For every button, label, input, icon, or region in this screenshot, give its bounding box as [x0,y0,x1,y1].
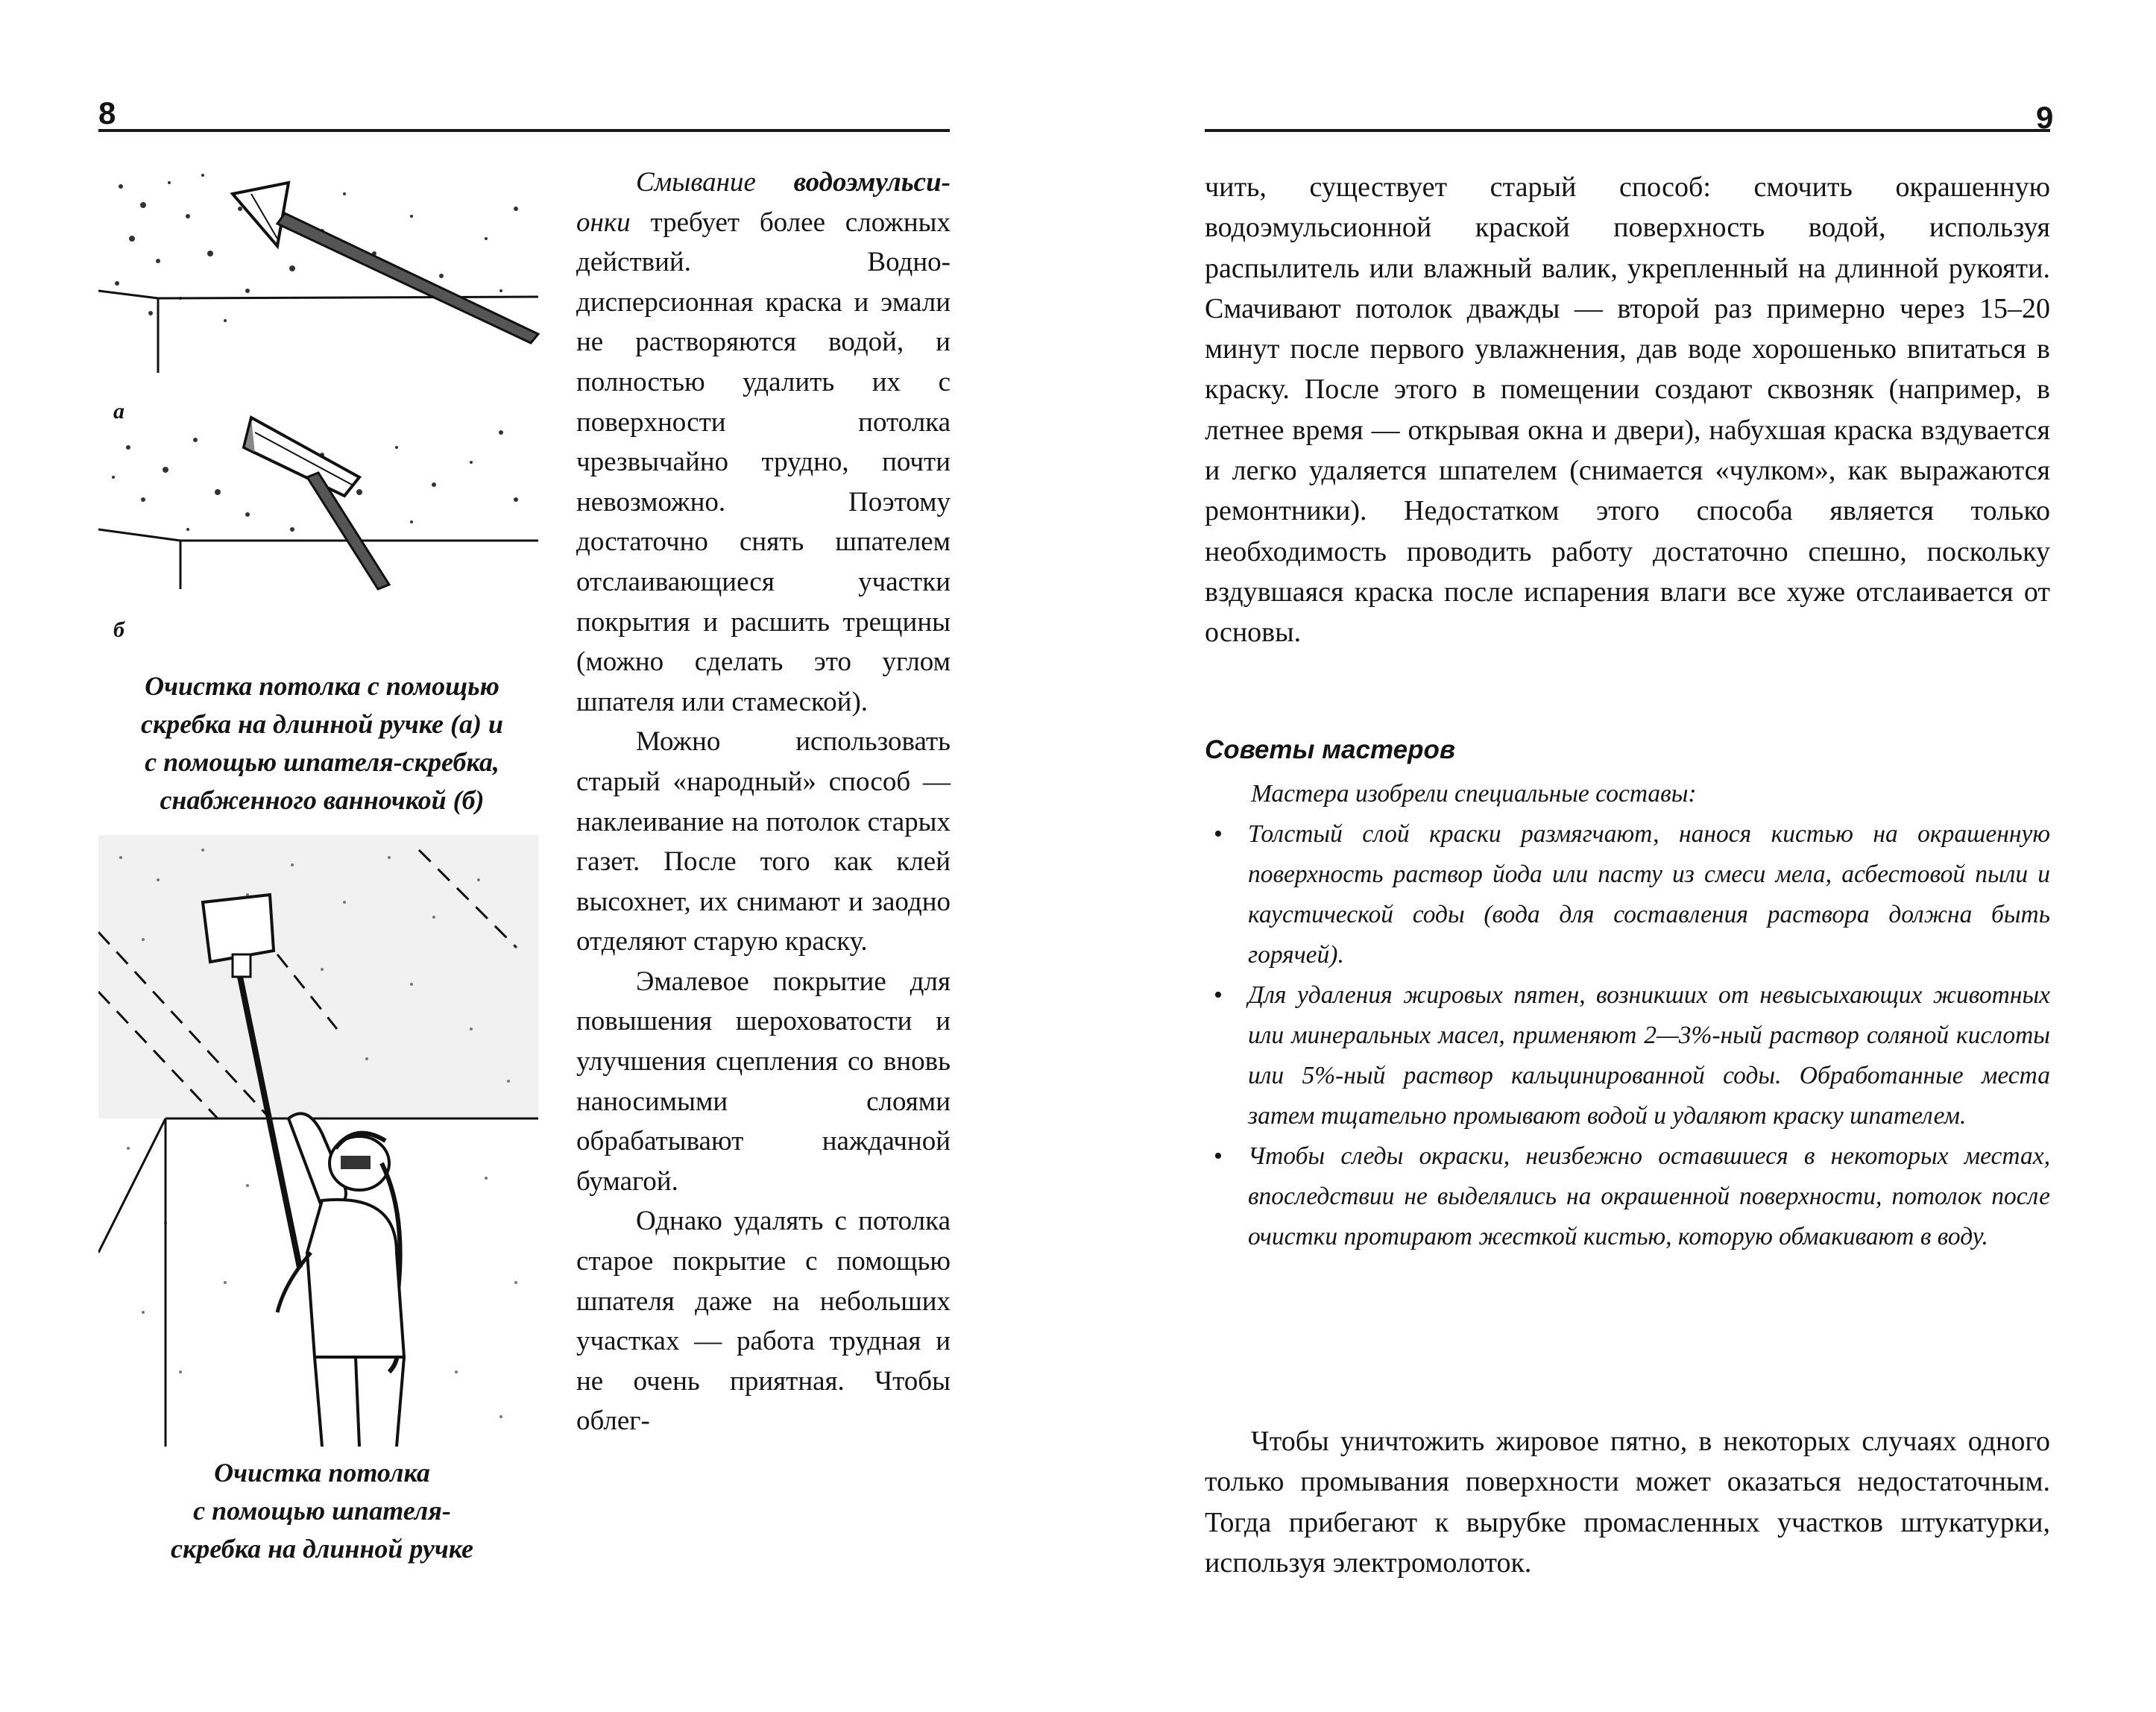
caption-line: снабженного ванночкой (б) [160,785,485,815]
scraper-illustration-b [98,403,546,597]
tips-heading: Советы мастеров [1205,735,1455,764]
paragraph: Чтобы уничтожить жировое пятно, в некоторых случаях одного только промывания поверхности может оказаться недостаточным. Тогда прибегают к вырубке промасленных участков штукатурки, используя электромолоток. [1205,1426,2050,1579]
italic-lead: Смывание [636,167,756,198]
caption-line: скребка на длинной ручке [171,1534,473,1564]
bullet-icon: • [1214,981,1223,1009]
figure-label-b: б [113,617,124,642]
list-item [1205,814,2050,975]
paragraph-body: требует более сложных действий. Водно-дисперсионная краска и эмали не растворяются водой, и полностью удалить их с поверхности потолка чрезвычайно трудно, почти невозможно. Поэтому достаточно снять шпателем отслаивающиеся участки покрытия и расшить трещины (можно сделать это углом шпателя или стамеской). [576,207,951,717]
scraper-illustration-a [98,164,546,373]
caption-line: с помощью шпателя- [193,1496,451,1526]
caption-line: с помощью шпателя-скребка, [145,747,499,777]
left-column-text [576,163,951,1441]
bullet-icon: • [1214,1142,1223,1170]
caption-line: Очистка потолка с помощью [145,671,499,701]
right-main-text [1205,167,2050,653]
paragraph: чить, существует старый способ: смочить окрашенную водоэмульсионной краской поверхность водой, используя распылитель или влажный валик, укрепленный на длинной рукояти. Смачивают потолок дважды — второй раз примерно через 15–20 минут после первого увлажнения, дав воде хорошенько впитаться в краску. После этого в помещении создают сквозняк (например, в летнее время — открывая окна и двери), набухшая краска вздувается и легко удаляется шпателем (снимается «чулком», как выражаются ремонтники). Недостатком этого способа является только необходимость проводить работу достаточно спешно, поскольку вздувшаяся краска после испарения влаги все хуже отслаивается от основы. [1205,171,2050,649]
tips-list [1205,814,2050,1257]
caption-line: Очистка потолка [214,1458,430,1488]
tips-section [1205,774,2050,1257]
page-number-right: 9 [2036,100,2054,135]
right-closing-text [1205,1421,2050,1583]
paragraph: Эмалевое покрытие для повышения шероховатости и улучшения сцепления со вновь наносимыми слоями обрабатывают наждачной бумагой. [576,966,951,1197]
bullet-icon: • [1214,820,1223,848]
tip-text: Для удаления жировых пятен, возникших от невысыхающих животных или минеральных масел, применяют 2—3%-ный раствор соляной кислоты или 5%-ный раствор кальцинированной соды. Обработанные места затем тщательно промывают водой и удаляют краску шпателем. [1248,981,2050,1130]
list-item [1205,975,2050,1136]
header-rule-right [1205,129,2050,132]
tips-intro: Мастера изобрели специальные составы: [1251,780,1697,808]
bold-lead: водоэмульси- [793,167,951,198]
list-item [1205,1136,2050,1257]
tip-text: Чтобы следы окраски, неизбежно оставшиеся в некоторых местах, впоследствии не выделялись на окрашенной поверхности, потолок после очистки протирают жесткой кистью, которую обмакивают в воду. [1248,1142,2050,1250]
worker-scraping-illustration [98,835,546,1447]
figure-caption-2 [98,1454,546,1568]
figure-caption-1 [98,667,546,819]
paragraph: Можно использовать старый «народный» способ — наклеивание на потолок старых газет. После того как клей высохнет, их снимают и заодно отделяют старую краску. [576,726,951,957]
italic-lead-2: онки [576,207,631,238]
paragraph [576,163,951,722]
paragraph: Однако удалять с потолка старое покрытие с помощью шпателя даже на небольших участках — работа трудная и не очень приятная. Чтобы облег- [576,1206,951,1437]
caption-line: скребка на длинной ручке (а) и [141,709,503,739]
tip-text: Толстый слой краски размягчают, нанося кистью на окрашенную поверхность раствор йода или пасту из смеси мела, асбестовой пыли и каустической соды (вода для составления раствора должна быть горячей). [1248,820,2050,969]
header-rule-left [98,129,950,132]
right-page [1078,0,2156,1712]
page-number-left: 8 [98,95,116,130]
figure-label-a: а [113,399,124,424]
